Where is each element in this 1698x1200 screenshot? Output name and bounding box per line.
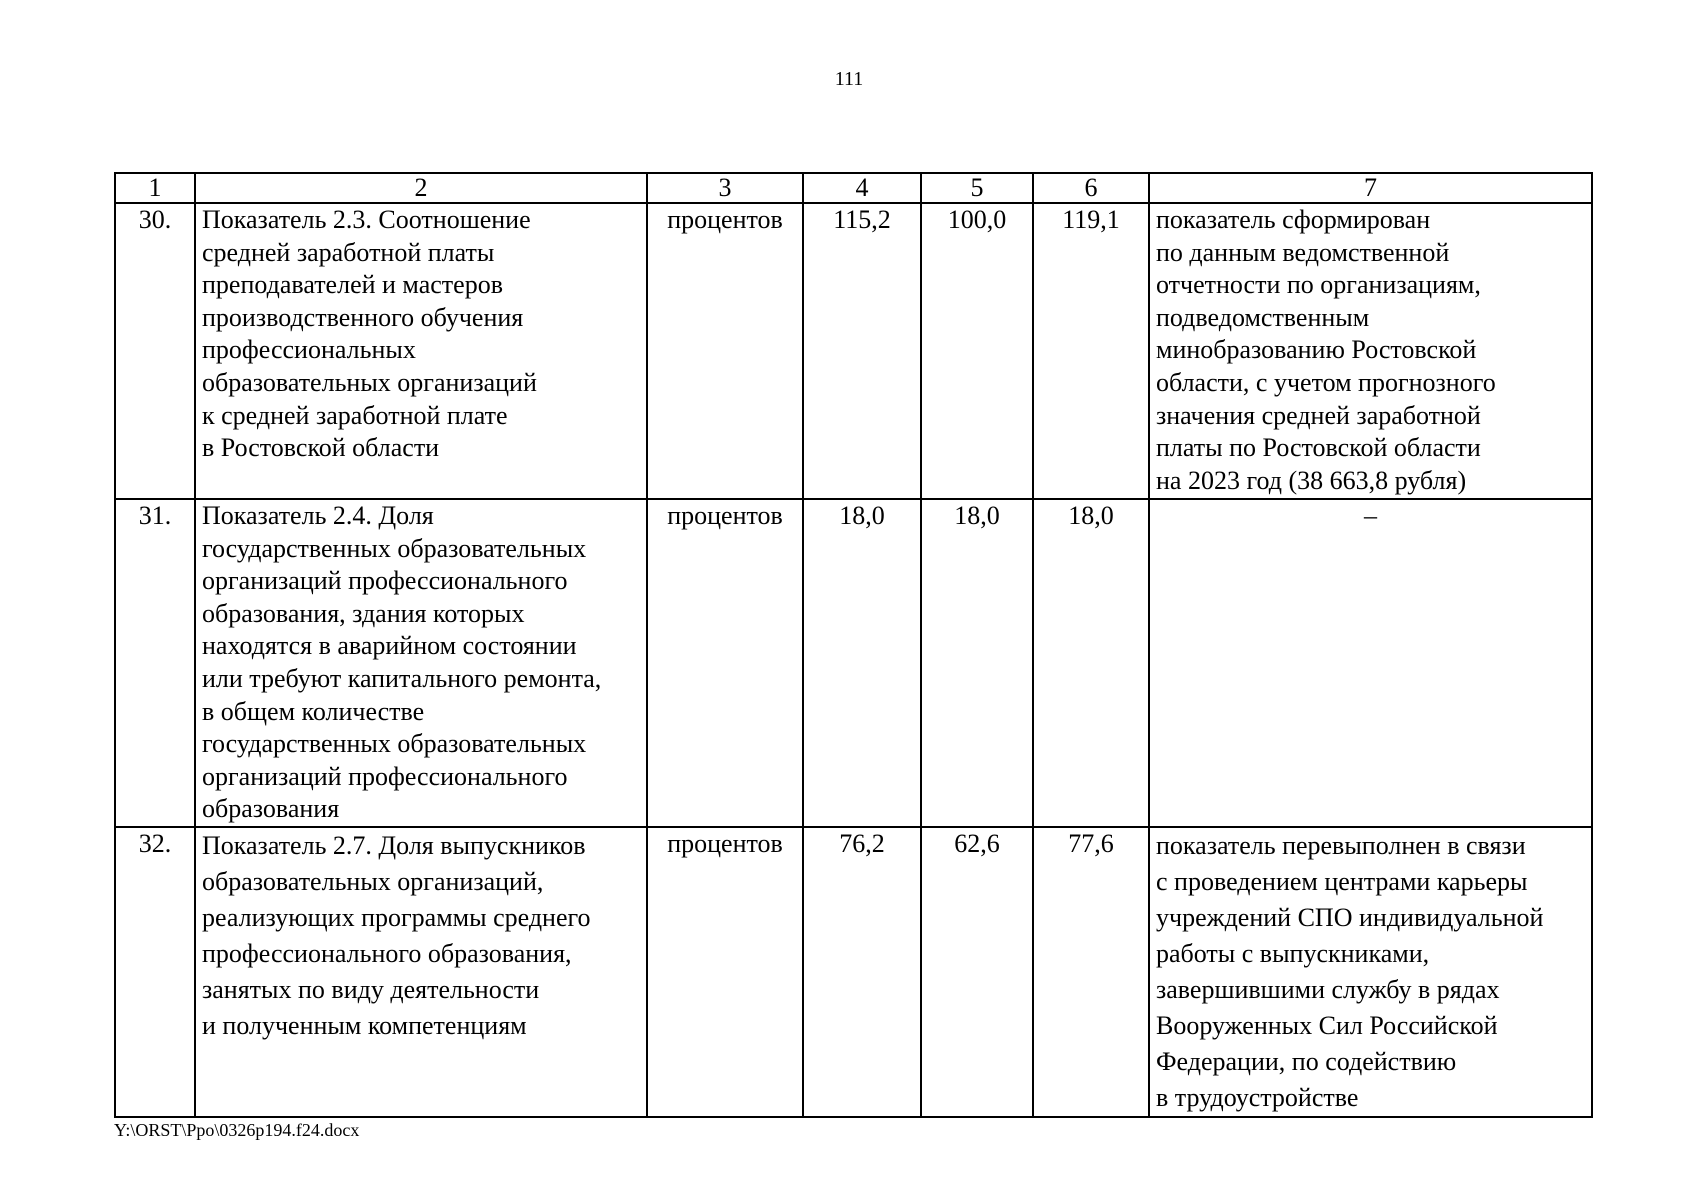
- text-line: образовательных организаций: [202, 367, 537, 397]
- indicator-name: [195, 203, 647, 499]
- text-line: в Ростовской области: [202, 433, 440, 463]
- header-cell: 7: [1149, 173, 1592, 203]
- value-col4: 115,2: [803, 203, 921, 499]
- table-row: [115, 203, 1592, 499]
- value-col4: 76,2: [803, 827, 921, 1117]
- text-line: профессионального образования,: [202, 939, 572, 968]
- header-cell: 3: [647, 173, 803, 203]
- text-line: показатель перевыполнен в связи: [1156, 831, 1526, 860]
- text-line: платы по Ростовской области: [1156, 433, 1481, 463]
- text-line: государственных образовательных: [202, 729, 587, 759]
- unit-cell: процентов: [647, 827, 803, 1117]
- unit-cell: процентов: [647, 499, 803, 827]
- text-line: или требуют капитального ремонта,: [202, 663, 602, 693]
- header-cell: 4: [803, 173, 921, 203]
- text-line: с проведением центрами карьеры: [1156, 867, 1528, 896]
- text-line: завершившими службу в рядах: [1156, 975, 1500, 1004]
- table-header-row: [115, 173, 1592, 203]
- text-line: Показатель 2.3. Соотношение: [202, 205, 531, 234]
- text-line: в общем количестве: [202, 696, 425, 726]
- value-col6: 119,1: [1033, 203, 1149, 499]
- text-line: Показатель 2.7. Доля выпускников: [202, 831, 586, 860]
- table-row: [115, 827, 1592, 1117]
- text-line: занятых по виду деятельности: [202, 975, 540, 1004]
- page-number: 111: [834, 68, 864, 90]
- value-col5: 18,0: [921, 499, 1033, 827]
- text-line: и полученным компетенциям: [202, 1011, 527, 1040]
- text-line: работы с выпускниками,: [1156, 939, 1430, 968]
- note-cell: [1149, 827, 1592, 1117]
- header-cell: 5: [921, 173, 1033, 203]
- text-line: организаций профессионального: [202, 566, 568, 596]
- row-number: 32.: [115, 827, 195, 1117]
- header-cell: 2: [195, 173, 647, 203]
- text-line: области, с учетом прогнозного: [1156, 367, 1496, 397]
- text-line: образования: [202, 794, 340, 824]
- text-line: государственных образовательных: [202, 533, 587, 563]
- note-cell: [1149, 203, 1592, 499]
- text-line: показатель сформирован: [1156, 205, 1431, 234]
- text-line: Показатель 2.4. Доля: [202, 501, 434, 530]
- indicator-name: [195, 827, 647, 1117]
- text-line: минобразованию Ростовской: [1156, 335, 1477, 365]
- text-line: учреждений СПО индивидуальной: [1156, 903, 1544, 932]
- value-col6: 18,0: [1033, 499, 1149, 827]
- header-cell: 1: [115, 173, 195, 203]
- value-col5: 62,6: [921, 827, 1033, 1117]
- row-number: 31.: [115, 499, 195, 827]
- indicator-name: [195, 499, 647, 827]
- text-line: Федерации, по содействию: [1156, 1047, 1457, 1076]
- text-line: производственного обучения: [202, 302, 524, 332]
- text-line: образования, здания которых: [202, 598, 525, 628]
- text-line: в трудоустройстве: [1156, 1083, 1359, 1112]
- text-line: профессиональных: [202, 335, 416, 365]
- text-line: образовательных организаций,: [202, 867, 544, 896]
- value-col5: 100,0: [921, 203, 1033, 499]
- value-col4: 18,0: [803, 499, 921, 827]
- text-line: реализующих программы среднего: [202, 903, 591, 932]
- unit-cell: процентов: [647, 203, 803, 499]
- text-line: организаций профессионального: [202, 761, 568, 791]
- text-line: значения средней заработной: [1156, 400, 1481, 430]
- text-line: по данным ведомственной: [1156, 237, 1450, 267]
- text-line: отчетности по организациям,: [1156, 270, 1481, 300]
- header-cell: 6: [1033, 173, 1149, 203]
- text-line: преподавателей и мастеров: [202, 270, 503, 300]
- indicator-table: [114, 172, 1593, 1118]
- text-line: Вооруженных Сил Российской: [1156, 1011, 1498, 1040]
- text-line: находятся в аварийном состоянии: [202, 631, 577, 661]
- row-number: 30.: [115, 203, 195, 499]
- text-line: средней заработной платы: [202, 237, 495, 267]
- value-col6: 77,6: [1033, 827, 1149, 1117]
- table-row: [115, 499, 1592, 827]
- text-line: подведомственным: [1156, 302, 1370, 332]
- file-path-footer: Y:\ORST\Ppo\0326p194.f24.docx: [114, 1120, 360, 1140]
- text-line: к средней заработной плате: [202, 400, 508, 430]
- text-line: на 2023 год (38 663,8 рубля): [1156, 465, 1467, 495]
- note-cell: –: [1149, 499, 1592, 827]
